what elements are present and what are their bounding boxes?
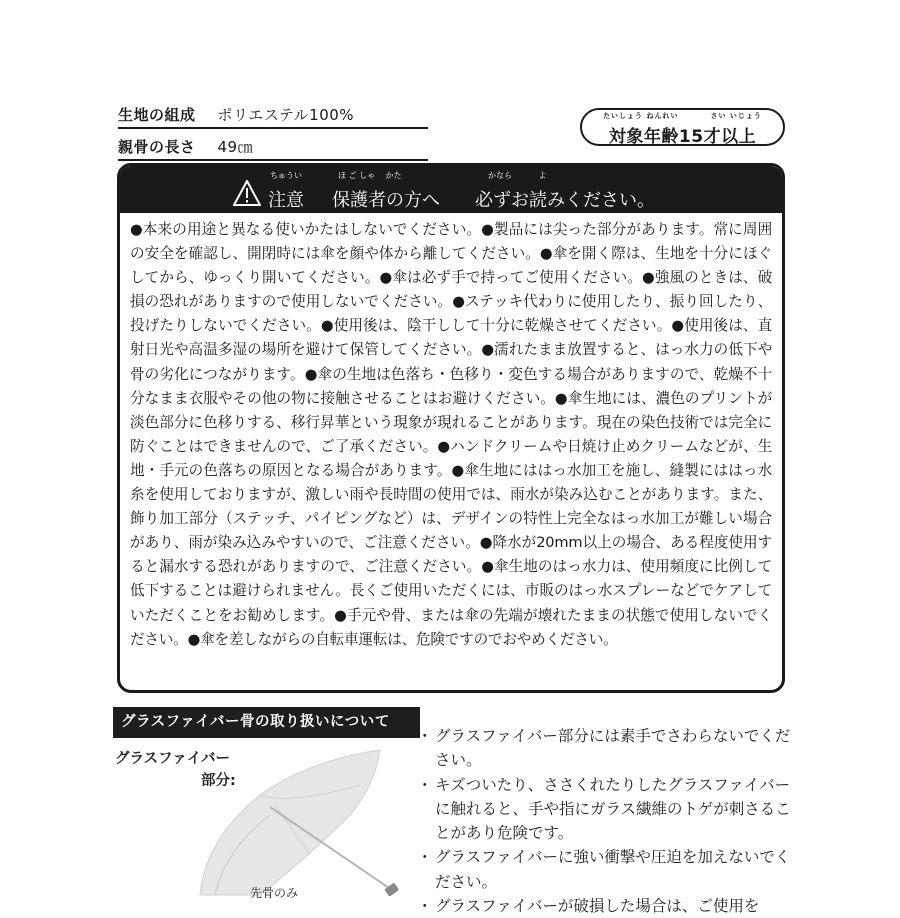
list-item: ・ グラスファイバーに強い衝撃や圧迫を加えないでください。 [423,845,795,894]
ruby-must-read: かなら よ [488,171,547,180]
list-item: ・ グラスファイバー部分には素手でさわらないでください。 [423,724,795,773]
fabric-label: 生地の組成 [118,106,196,124]
list-item: ・ グラスファイバーが破損した場合は、ご使用を [423,894,795,918]
rib-length-value: 49㎝ [217,138,254,156]
age-badge-ruby: たいしょう ねんれい さい いじょう [603,112,762,120]
glass-fiber-heading: グラスファイバー骨の取り扱いについて [113,707,420,738]
divider [118,127,428,129]
spec-fabric-row [118,104,428,125]
list-item: ・ キズついたり、ささくれたりしたグラスファイバーに触れると、手や指にガラス繊維のトゲが刺さることがあり危険です。 [423,773,795,846]
warning-body-text: ●本来の用途と異なる使いかたはしないでください。●製品には尖った部分があります。常に周囲の安全を確認し、開閉時には傘を顔や体から離してください。●傘を開く際は、生地を十分にほぐしてから、ゆっくり開いてください。●傘は必ず手で持ってご使用ください。●強風のときは、破損の恐れがありますので使用しないでください。●ステッキ代わりに使用したり、振り回したり、投げたりしないでください。●使用後は、陰干しして十分に乾燥させてください。●使用後は、直射日光や高温多湿の場所を避けて保管してください。●濡れたまま放置すると、はっ水力の低下や骨の劣化につながります。●傘の生地は色落ち・色移り・変色する場合がありますので、乾燥不十分なまま衣服やその他の物に接触させることはお避けください。●傘生地には、濃色のプリントが淡色部分に色移りする、移行昇華という現象が現れることがあります。現在の染色技術では完全に防ぐことはできませんので、ご了承ください。●ハンドクリームや日焼け止めクリームなどが、生地・手元の色落ちの原因となる場合があります。●傘生地にははっ水加工を施し、縫製にははっ水糸を使用しておりますが、激しい雨や長時間の使用では、雨水が染み込むことがあります。また、飾り加工部分（ステッチ、パイピングなど）は、デザインの特性上完全なはっ水加工が難しい場合があり、雨が染み込みやすいので、ご注意ください。●降水が20mm以上の場合、ある程度使用すると漏水する恐れがありますので、ご注意ください。●傘生地のはっ水力は、使用頻度に比例して低下することは避けられません。長くご使用いただくには、市販のはっ水スプレーなどでケアしていただくことをお勧めします。●手元や骨、または傘の先端が壊れたままの状態で使用しないでください。●傘を差しながらの自転車運転は、危険ですのでおやめください。 [130,221,772,648]
warning-box [117,163,785,693]
glass-fiber-notes [423,724,795,918]
glass-fiber-part-label-1: グラスファイバー [115,751,230,767]
age-badge-text: 対象年齢15才以上 [608,127,757,147]
warning-header [120,166,782,213]
ruby-guardian: ほ ご しゃ かた [338,171,402,180]
warning-triangle-icon [233,180,261,206]
ruby-caution: ちゅうい [270,171,302,180]
tip-rib-label: 先骨のみ [250,886,299,900]
glass-fiber-part-label-2: 部分: [201,773,236,789]
warning-title-caution: 注意 [268,190,304,211]
glass-fiber-part-label [115,748,236,792]
divider [118,159,428,161]
fabric-value: ポリエステル100% [217,106,355,124]
rib-length-label: 親骨の長さ [118,138,196,156]
warning-title-must-read: 必ずお読みください。 [475,186,655,215]
age-badge [580,108,785,146]
spec-rib-row [118,136,428,157]
warning-title-guardian: 保護者の方へ [332,186,440,215]
